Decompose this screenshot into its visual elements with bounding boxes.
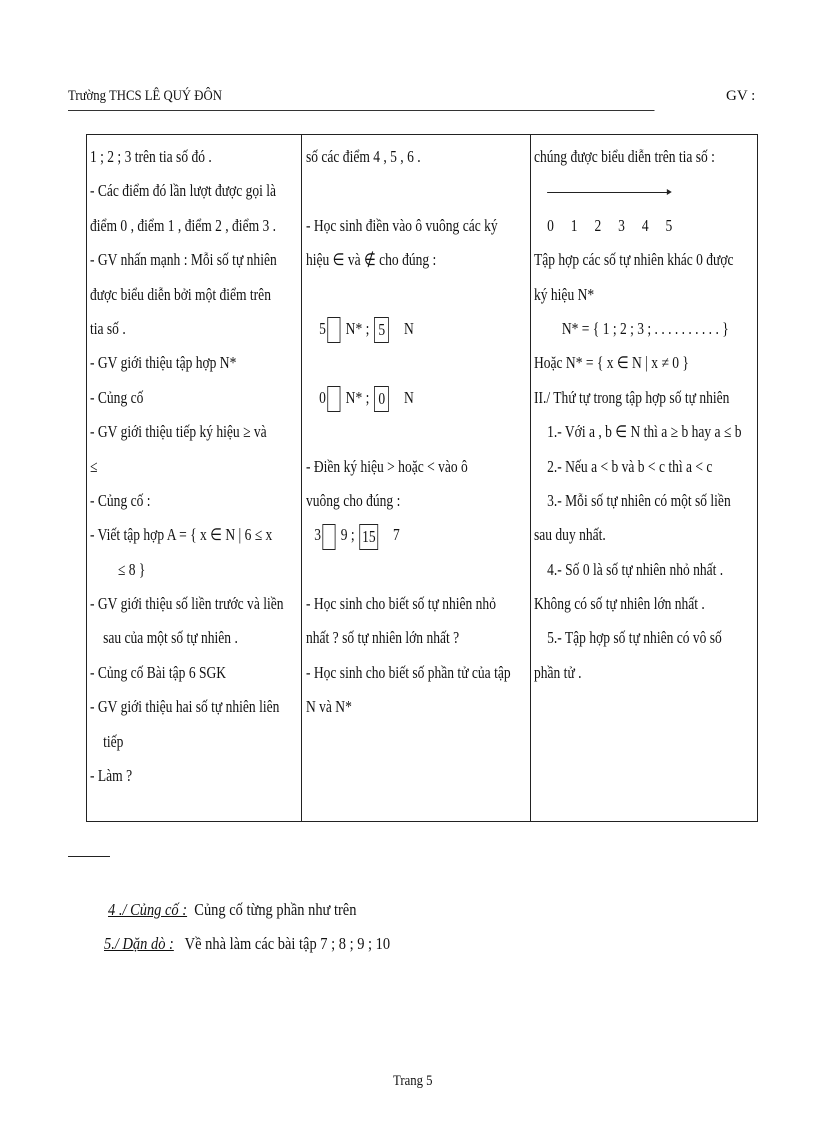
col3-line: 4.- Số 0 là số tự nhiên nhỏ nhất . — [547, 559, 724, 579]
page-header — [68, 88, 655, 111]
homework-label: 5./ Dặn dò : — [104, 934, 174, 953]
col1-line: ≤ — [90, 456, 98, 476]
col1-line: - Làm ? — [90, 766, 133, 786]
col1-line: - Viết tập hợp A = { x ∈ N | 6 ≤ x — [90, 525, 273, 545]
col1-line: - GV nhấn mạnh : Mỗi số tự nhiên — [90, 250, 277, 270]
col3-line: sau duy nhất. — [534, 525, 606, 545]
col1-line: tiếp — [103, 731, 124, 751]
teacher-label: GV : — [726, 88, 756, 104]
col1-line: - Củng cố : — [90, 490, 151, 510]
comparison-row: 3 9 ; 15 7 — [306, 518, 488, 552]
col3-line: chúng được biểu diễn trên tia số : — [534, 147, 715, 166]
col1-line: - Củng cố — [90, 387, 144, 407]
lesson-content-column — [534, 140, 756, 690]
col1-line: ≤ 8 } — [117, 559, 146, 579]
column-divider-2 — [530, 134, 531, 822]
col2-line: số các điểm 4 , 5 , 6 . — [306, 147, 421, 166]
number-ray — [534, 174, 716, 208]
col1-line: 1 ; 2 ; 3 trên tia số đó . — [90, 147, 212, 166]
consolidation-text: Củng cố từng phần như trên — [194, 900, 357, 919]
col1-line: - GV giới thiệu số liền trước và liền — [90, 594, 284, 614]
consolidation-label: 4 ./ Củng cố : — [108, 900, 188, 919]
col1-line: sau của một số tự nhiên . — [103, 628, 238, 648]
col3-line: phần tử . — [534, 662, 582, 682]
answer-box — [328, 317, 341, 343]
col2-line: - Học sinh điền vào ô vuông các ký — [306, 215, 498, 235]
col2-blank — [306, 553, 488, 587]
col2-line: vuông cho đúng : — [306, 490, 401, 510]
page-number: Trang 5 — [393, 1073, 433, 1089]
membership-row-1: 5 N* ; 5 N — [306, 312, 488, 346]
section-heading: II./ Thứ tự trong tập hợp số tự nhiên — [534, 387, 730, 407]
col2-blank — [306, 278, 488, 312]
col2-blank — [306, 174, 488, 208]
col2-blank — [306, 346, 488, 380]
col2-line: hiệu ∈ và ∉ cho đúng : — [306, 250, 437, 270]
col3-line: N* = { 1 ; 2 ; 3 ; . . . . . . . . . . } — [561, 318, 729, 338]
col2-line: nhất ? số tự nhiên lớn nhất ? — [306, 628, 460, 648]
col3-line: 5.- Tập hợp số tự nhiên có vô số — [547, 628, 722, 648]
col3-line: 1.- Với a , b ∈ N thì a ≥ b hay a ≤ b — [547, 422, 742, 442]
col1-line: - GV giới thiệu hai số tự nhiên liên — [90, 697, 280, 717]
answer-box: 15 — [360, 524, 378, 550]
col2-line: - Học sinh cho biết số tự nhiên nhỏ — [306, 594, 496, 614]
homework-text: Về nhà làm các bài tập 7 ; 8 ; 9 ; 10 — [184, 934, 391, 953]
teacher-activity-column — [90, 140, 298, 793]
col1-line: - Các điểm đó lần lượt được gọi là — [90, 181, 277, 201]
col3-line: Hoặc N* = { x ∈ N | x ≠ 0 } — [534, 353, 689, 373]
col3-line: ký hiệu N* — [534, 284, 595, 304]
col1-line: - Củng cố Bài tập 6 SGK — [90, 662, 227, 682]
arrow-icon — [547, 192, 670, 193]
col3-line: 3.- Mỗi số tự nhiên có một số liền — [547, 490, 731, 510]
student-activity-column — [306, 140, 528, 725]
membership-row-2: 0 N* ; 0 N — [306, 381, 488, 415]
school-name: Trường THCS LÊ QUÝ ĐÔN — [68, 88, 222, 104]
col3-line: 2.- Nếu a < b và b < c thì a < c — [547, 456, 713, 476]
col2-line: N và N* — [306, 697, 352, 717]
column-divider-1 — [301, 134, 302, 822]
col1-line: điểm 0 , điểm 1 , điểm 2 , điểm 3 . — [90, 215, 277, 235]
col2-line: - Điền ký hiệu > hoặc < vào ô — [306, 456, 468, 476]
answer-box: 0 — [374, 386, 389, 412]
number-ray-labels: 0 1 2 3 4 5 — [547, 215, 673, 235]
answer-box — [328, 386, 341, 412]
answer-box: 5 — [374, 317, 389, 343]
col2-blank — [306, 415, 488, 449]
col1-line: được biểu diễn bởi một điểm trên — [90, 284, 271, 304]
col2-line: - Học sinh cho biết số phần tử của tập — [306, 662, 511, 682]
consolidation-line — [108, 900, 356, 920]
col1-line: - GV giới thiệu tập hợp N* — [90, 353, 237, 373]
col3-line: Không có số tự nhiên lớn nhất . — [534, 594, 705, 614]
col1-line: - GV giới thiệu tiếp ký hiệu ≥ và — [90, 422, 267, 442]
homework-line — [104, 934, 390, 954]
divider — [68, 856, 110, 857]
col3-line: Tập hợp các số tự nhiên khác 0 được — [534, 250, 734, 270]
answer-box — [323, 524, 336, 550]
col1-line: tia số . — [90, 318, 126, 338]
